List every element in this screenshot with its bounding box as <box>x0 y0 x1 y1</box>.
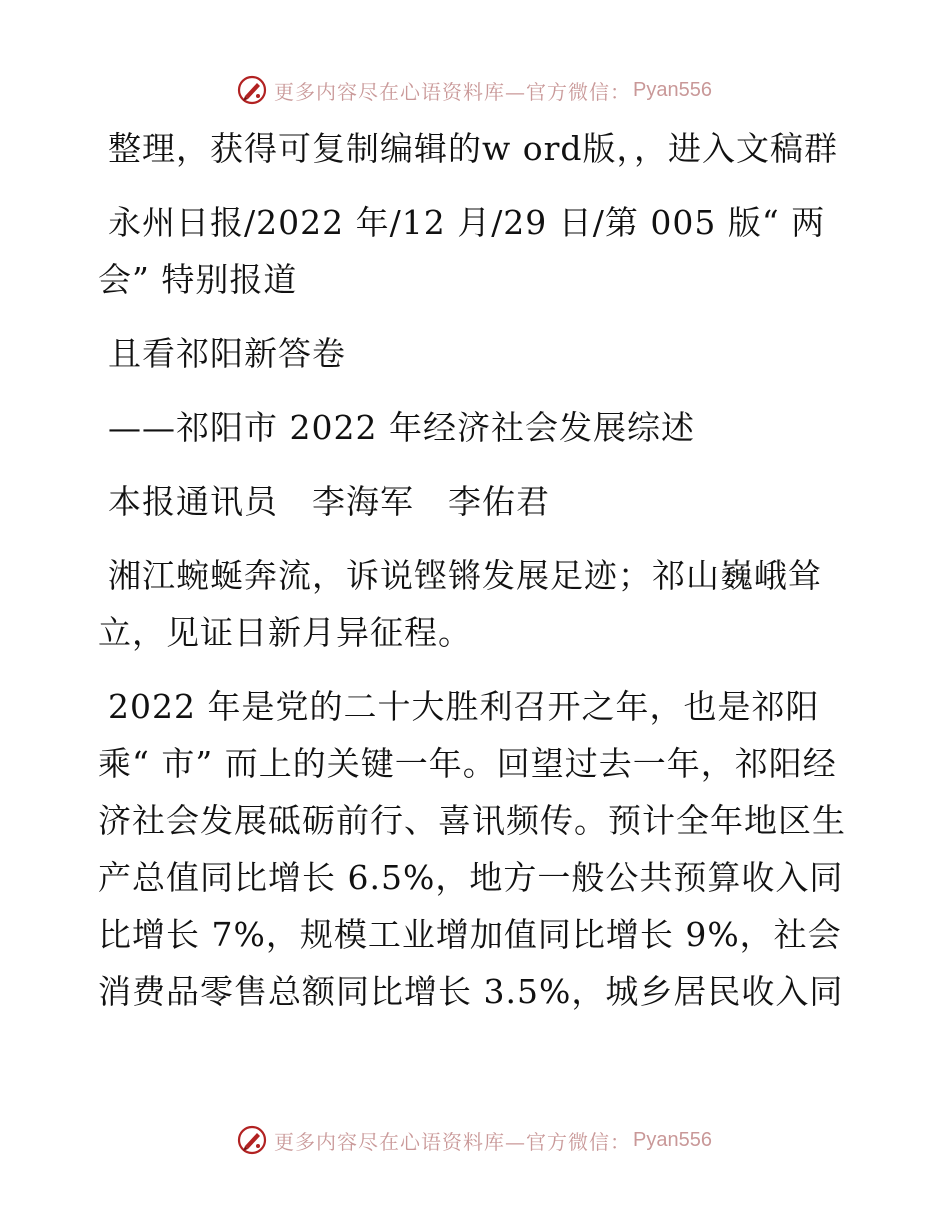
wechat-id: Pyan556 <box>633 78 712 101</box>
article-byline: 本报通讯员 李海军 李佑君 <box>108 482 550 521</box>
paragraph-intro: 湘江蜿蜒奔流，诉说铿锵发展足迹；祁山巍峨耸立，见证日新月异征程。 <box>98 556 822 652</box>
pen-logo-icon <box>236 74 268 106</box>
paragraph-note: 整理，获得可复制编辑的w ord版，，进入文稿群 <box>108 129 839 168</box>
banner-text: 更多内容尽在心语资料库—官方微信： <box>274 1129 631 1154</box>
article-title: 且看祁阳新答卷 <box>108 334 346 373</box>
paragraph-source-line: 永州日报/2022 年/12 月/29 日/第 005 版“ 两会” 特别报道 <box>98 203 826 299</box>
document-body <box>98 120 850 1020</box>
wechat-id: Pyan556 <box>633 1128 712 1151</box>
banner-text: 更多内容尽在心语资料库—官方微信： <box>274 79 631 104</box>
banner-content <box>236 1122 712 1158</box>
article-subtitle: ——祁阳市 2022 年经济社会发展综述 <box>108 408 695 447</box>
header-banner <box>0 70 950 110</box>
paragraph-body: 2022 年是党的二十大胜利召开之年，也是祁阳乘“ 市” 而上的关键一年。回望过去一年，祁阳经济社会发展砥砺前行、喜讯频传。预计全年地区生产总值同比增长 6.5%，地方一般公共预算收入同比增长 7%，规模工业增加值同比增长 9%，社会消费品零售总额同比增长 3.5%，城乡居民收入同 <box>98 687 846 1011</box>
footer-banner <box>0 1120 950 1160</box>
banner-content <box>236 72 712 108</box>
pen-logo-icon <box>236 1124 268 1156</box>
